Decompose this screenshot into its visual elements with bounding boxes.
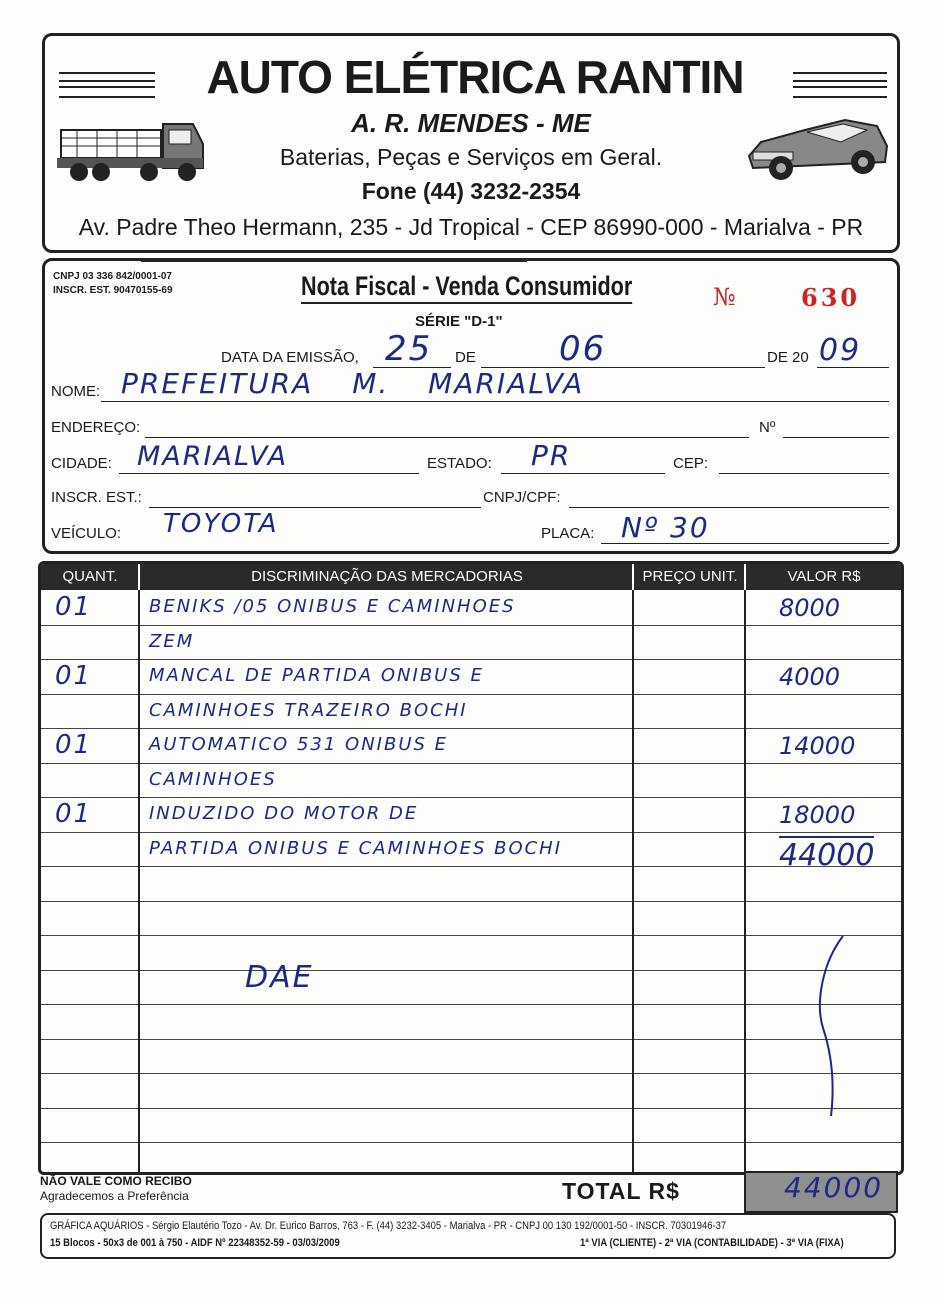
number-line — [783, 437, 889, 438]
truck-icon — [57, 114, 207, 186]
row-description: CAMINHOES TRAZEIRO BOCHI — [149, 699, 468, 721]
row-description: CAMINHOES — [149, 768, 277, 790]
table-rule — [41, 1108, 901, 1109]
row-description: MANCAL DE PARTIDA ONIBUS E — [149, 665, 484, 686]
phone-text: Fone (44) 3232-2354 — [361, 178, 581, 204]
services-text: Baterias, Peças e Serviços em Geral. — [279, 144, 663, 170]
cep-label: CEP: — [673, 455, 709, 472]
row-description: PARTIDA ONIBUS E CAMINHOES BOCHI — [149, 837, 563, 859]
row-qty: 01 — [55, 730, 93, 760]
printer-line-2b: 1ª VIA (CLIENTE) - 2ª VIA (CONTABILIDADE) - 3ª VIA (FIXA) — [580, 1237, 844, 1249]
col-divider-2 — [632, 564, 634, 1172]
car-icon — [745, 112, 891, 184]
table-rule — [41, 625, 901, 626]
date-de1: DE — [455, 349, 476, 366]
table-rule — [41, 659, 901, 660]
total-value: 44000 — [784, 1171, 884, 1204]
header-value: VALOR R$ — [787, 568, 861, 585]
row-qty: 01 — [55, 799, 93, 829]
row-qty: 01 — [55, 592, 93, 622]
state-label: ESTADO: — [427, 455, 492, 472]
table-rule — [41, 970, 901, 971]
plate-value: Nº 30 — [621, 511, 710, 544]
left-stripes — [59, 72, 155, 98]
table-rule — [41, 763, 901, 764]
total-box — [744, 1171, 898, 1213]
table-rule — [41, 728, 901, 729]
col-divider-2-hdr — [632, 564, 634, 590]
printer-box — [40, 1213, 896, 1259]
total-label: TOTAL R$ — [562, 1178, 680, 1204]
col-divider-3 — [744, 564, 746, 1172]
row-description: AUTOMATICO 531 ONIBUS E — [149, 734, 449, 755]
name-value: PREFEITURA M. MARIALVA — [121, 367, 585, 400]
date-year: 09 — [819, 333, 862, 368]
table-rule — [41, 1073, 901, 1074]
invoice-number: 630 — [801, 283, 861, 312]
header-desc: DISCRIMINAÇÃO DAS MERCADORIAS — [251, 568, 523, 585]
items-table — [38, 561, 904, 1175]
date-day: 25 — [385, 329, 433, 369]
cep-line — [719, 473, 889, 474]
header-box — [42, 33, 900, 253]
col-divider-1-body — [138, 590, 140, 1172]
city-line — [119, 473, 419, 474]
header-quant: QUANT. — [62, 568, 118, 585]
vehicle-label: VEÍCULO: — [51, 525, 122, 542]
date-label: DATA DA EMISSÃO, — [221, 349, 359, 366]
header-unit-price: PREÇO UNIT. — [642, 568, 738, 585]
company-name: AUTO ELÉTRICA RANTIN — [206, 51, 744, 103]
vehicle-value: TOYOTA — [163, 509, 279, 539]
table-rule — [41, 866, 901, 867]
table-header — [41, 564, 901, 590]
cnpjcpf-label: CNPJ/CPF: — [483, 489, 561, 506]
table-rule — [41, 935, 901, 936]
row-description: INDUZIDO DO MOTOR DE — [149, 803, 419, 824]
number-label: Nº — [759, 419, 776, 436]
inscr-line — [149, 507, 481, 508]
table-rule — [41, 901, 901, 902]
bracket-mark — [801, 932, 871, 1122]
name-label: NOME: — [51, 383, 101, 400]
thanks-text: Agradecemos a Preferência — [40, 1189, 189, 1203]
row-description: BENIKS /05 ONIBUS E CAMINHOES — [149, 596, 516, 617]
city-label: CIDADE: — [51, 455, 112, 472]
table-rule — [41, 1142, 901, 1143]
printer-line-2a: 15 Blocos - 50x3 de 001 à 750 - AIDF Nº 22348352-59 - 03/03/2009 — [50, 1237, 340, 1249]
right-stripes — [793, 72, 887, 98]
vehicle-line — [141, 261, 527, 262]
state-line — [501, 473, 665, 474]
inscr-label: INSCR. EST.: — [51, 489, 142, 506]
owner-name: A. R. MENDES - ME — [351, 108, 591, 138]
state-value: PR — [531, 439, 572, 472]
table-rule — [41, 1004, 901, 1005]
row-description: ZEM — [149, 630, 195, 652]
city-value: MARIALVA — [137, 441, 289, 472]
invoice-title: Nota Fiscal - Venda Consumidor — [301, 271, 632, 304]
name-line — [101, 401, 889, 402]
note-dae: DAE — [245, 960, 314, 995]
inscr-text: INSCR. EST. 90470155-69 — [53, 285, 173, 296]
table-rule — [41, 832, 901, 833]
date-month: 06 — [559, 329, 607, 369]
row-value: 18000 — [779, 801, 856, 829]
row-qty: 01 — [55, 661, 93, 691]
cnpjcpf-line — [569, 507, 889, 508]
row-value: 4000 — [779, 663, 841, 691]
address-line — [145, 437, 749, 438]
date-de2: DE 20 — [767, 349, 809, 366]
cnpj-text: CNPJ 03 336 842/0001-07 — [53, 271, 172, 282]
printer-line-1: GRÁFICA AQUÁRIOS - Sérgio Elautério Tozo - Av. Dr. Eurico Barros, 763 - F. (44) 3232-3405 - Marialva - PR - CNPJ 00 130 192/0001-50 - INSCR. 70301946-37 — [50, 1220, 727, 1232]
table-rule — [41, 694, 901, 695]
customer-info-box — [42, 258, 900, 554]
table-rule — [41, 797, 901, 798]
row-value: 14000 — [779, 732, 856, 760]
address-label: ENDEREÇO: — [51, 419, 141, 436]
table-rule — [41, 1039, 901, 1040]
series-text: SÉRIE "D-1" — [415, 313, 503, 330]
not-receipt-text: NÃO VALE COMO RECIBO — [40, 1174, 192, 1188]
plate-label: PLACA: — [541, 525, 595, 542]
row-value: 44000 — [779, 837, 875, 873]
address-text: Av. Padre Theo Hermann, 235 - Jd Tropical - CEP 86990-000 - Marialva - PR — [78, 214, 864, 240]
row-value: 8000 — [779, 594, 841, 622]
number-symbol: № — [713, 283, 736, 311]
col-divider-3-hdr — [744, 564, 746, 590]
